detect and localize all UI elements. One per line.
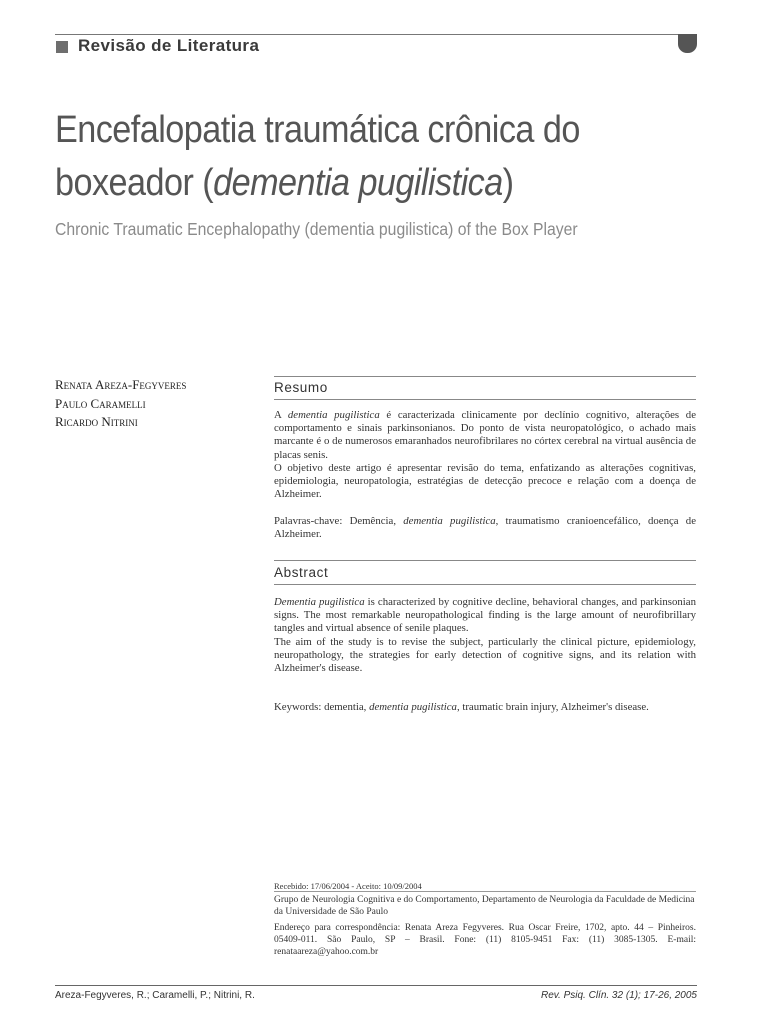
title-line-2-italic: dementia pugilistica xyxy=(213,162,503,204)
section-square-icon xyxy=(56,41,68,53)
resumo-keywords-rest: , traumatismo cranioencefálico, doença de Alzheimer. xyxy=(274,515,696,541)
abstract-p1-rest: is characterized by cognitive decline, behavioral changes, and parkinsonian signs. The most remarkable neuropathological finding is the large amount of neurofibrillary tangles and virtual absence of senile plaques. xyxy=(274,596,696,635)
resumo-p1-rest: é caracterizada clinicamente por declínio cognitivo, alterações de comportamento e sinais parkinsonianos. Do ponto de vista neuropatológico, o achado mais marcante é o de numerosos emaranhados neurofibrilares no córtex cerebral na virtual ausência de placas senis. xyxy=(274,409,697,461)
footer-rule xyxy=(55,985,697,986)
resumo-keywords-italic: dementia pugilistica xyxy=(403,515,496,527)
running-authors: Areza-Fegyveres, R.; Caramelli, P.; Nitrini, R. xyxy=(55,990,255,1001)
abstract-body xyxy=(274,596,696,675)
title-line-2-suffix: ) xyxy=(502,162,514,204)
title-line-2-prefix: boxeador ( xyxy=(55,162,214,204)
resumo-keywords-prefix: Palavras-chave: Demência, xyxy=(274,515,404,527)
abstract-keywords-italic: dementia pugilistica xyxy=(369,701,457,713)
journal-citation: Rev. Psiq. Clín. 32 (1); 17-26, 2005 xyxy=(540,990,697,1001)
meta-rule xyxy=(274,891,696,892)
resumo-p1-italic: dementia pugilistica xyxy=(287,409,380,421)
received-accepted-dates: Recebido: 17/06/2004 - Aceito: 10/09/2004 xyxy=(274,881,422,891)
abstract-rule-bottom xyxy=(274,584,696,585)
resumo-rule-bottom xyxy=(274,399,696,400)
abstract-paragraph-2: The aim of the study is to revise the subject, particularly the clinical picture, epidemiology, neuropathology, the strategies for early detection of cognitive signs, and its relation with Alzheimer's disease. xyxy=(274,635,696,675)
title-line-1: Encefalopatia traumática crônica do xyxy=(55,109,580,151)
abstract-heading: Abstract xyxy=(274,565,329,580)
abstract-paragraph-1 xyxy=(274,596,696,636)
author-list xyxy=(55,376,186,432)
corner-tab xyxy=(678,34,697,53)
resumo-p1-prefix: A xyxy=(274,409,288,421)
title-line-2 xyxy=(55,157,649,210)
correspondence-address: Endereço para correspondência: Renata Areza Fegyveres. Rua Oscar Freire, 1702, apto. 44 – Pinheiros. 05409-011. São Paulo, SP – Brasil. Fone: (11) 8105-9451 Fax: (11) 3085-1305. E-mail: renataareza@yahoo.com.br xyxy=(274,923,696,957)
resumo-paragraph-1 xyxy=(274,409,696,462)
abstract-keywords xyxy=(274,701,696,714)
author-name: Ricardo Nitrini xyxy=(55,414,138,429)
abstract-p1-italic: Dementia pugilistica xyxy=(274,596,365,608)
resumo-keywords xyxy=(274,515,696,541)
abstract-keywords-rest: , traumatic brain injury, Alzheimer's disease. xyxy=(456,701,649,713)
abstract-keywords-prefix: Keywords: dementia, xyxy=(274,701,370,713)
section-label: Revisão de Literatura xyxy=(78,36,260,55)
affiliation: Grupo de Neurologia Cognitiva e do Comportamento, Departamento de Neurologia da Faculdade de Medicina da Universidade de São Paulo xyxy=(274,895,695,917)
resumo-rule xyxy=(274,376,696,377)
author-name: Renata Areza-Fegyveres xyxy=(55,377,187,392)
abstract-rule xyxy=(274,560,696,561)
top-rule xyxy=(55,34,697,35)
resumo-heading: Resumo xyxy=(274,380,328,395)
article-title xyxy=(55,104,649,210)
resumo-paragraph-2: O objetivo deste artigo é apresentar revisão do tema, enfatizando as alterações cognitivas, epidemiologia, neuropatologia, estratégias de detecção precoce e relação com a doença de Alzheimer. xyxy=(274,461,696,501)
author-name: Paulo Caramelli xyxy=(55,395,146,411)
article-subtitle: Chronic Traumatic Encephalopathy (dementia pugilistica) of the Box Player xyxy=(55,219,578,239)
resumo-body xyxy=(274,409,696,501)
